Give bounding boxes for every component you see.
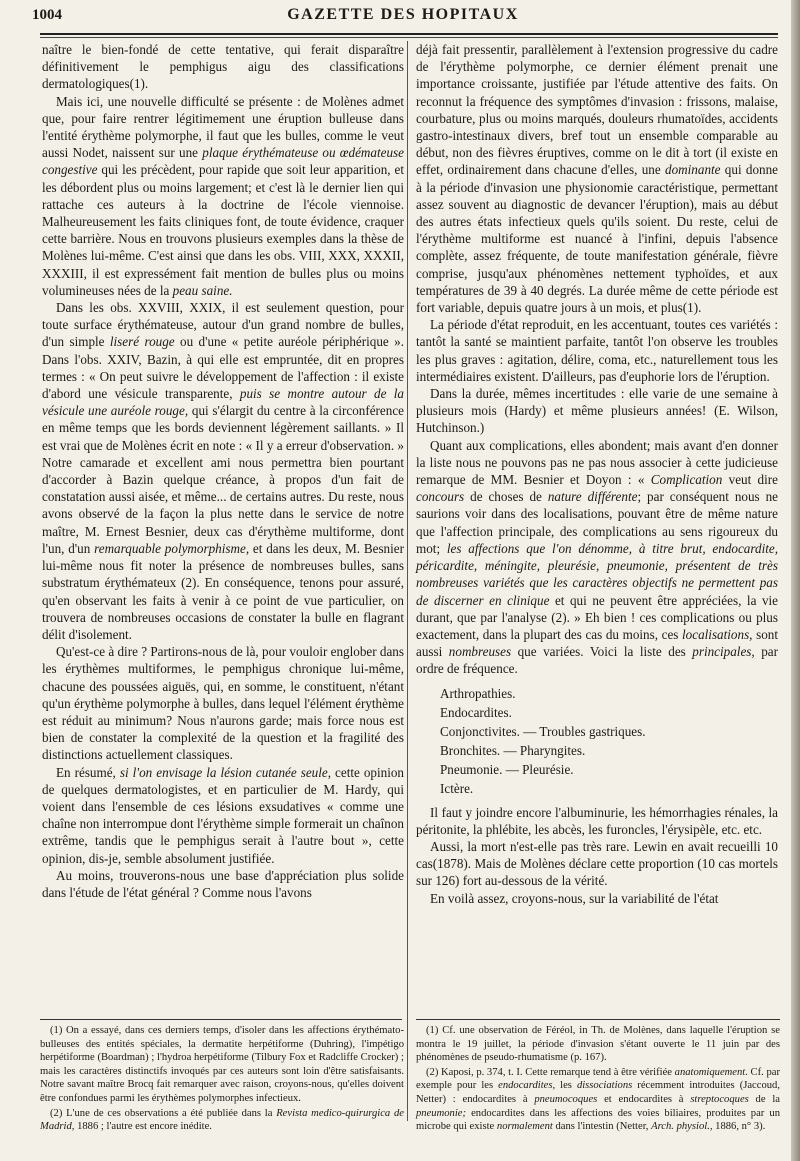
list-item: Conjonctivites. — Troubles gastriques. [440, 723, 646, 739]
right-column [416, 41, 778, 907]
footnote: (2) Kaposi, p. 374, t. I. Cette remarque tend à être vérifiée anatomiquement. Cf. par exemple pour les endocardites, les dissociations récemment introduites (Jaccoud, Netter) : endocardites à pneumocoques et endocardites à streptocoques de la pneumonie; endocardites dans les affections des voies biliaires, produites par un microbe qui existe normalement dans l'intestin (Netter, Arch. physiol., 1886, n° 3). [416, 1066, 780, 1133]
paragraph: Il faut y joindre encore l'albuminurie, les hémorrhagies rénales, la péritonite, la phlébite, les abcès, les furoncles, l'érysipèle, etc. etc. [416, 804, 778, 837]
footnote: (1) On a essayé, dans ces derniers temps, d'isoler dans les affections érythémato-bulleuses des entités spéciales, la dermatite herpétiforme (Duhring), l'impétigo herpétiforme (Boardman) ; l'hydroa herpétiforme (Tilbury Fox et Radcliffe Crocker) ; mais les caractères distinctifs invoqués par ces auteurs sont loin d'être satisfaisants. Notre savant maître Brocq fait remarquer avec raison, croyons-nous, qu'elles doivent être confondues parmi les érythèmes polymorphes infectieux. [40, 1025, 404, 1104]
footnote: (2) L'une de ces observations a été publiée dans la Revista medico-quirurgica de Madrid, 1886 ; l'autre est encore inédite. [40, 1107, 404, 1133]
header-rule [40, 33, 778, 35]
page-header [28, 5, 778, 29]
list-item: Endocardites. [440, 704, 512, 720]
paragraph: La période d'état reproduit, en les accentuant, toutes ces variétés : tantôt la santé se maintient parfaite, tantôt l'on observe les troubles les plus graves : agitation, délire, coma, etc., naturellement tous les intermédiaires existent. D'ailleurs, pas d'euphorie lors de l'éruption. [416, 317, 778, 384]
list-item: Bronchites. — Pharyngites. [440, 742, 586, 758]
right-footnotes [416, 1024, 780, 1135]
journal-title: GAZETTE DES HOPITAUX [287, 6, 519, 23]
header-rule-thin [40, 37, 778, 38]
paragraph: En résumé, si l'on envisage la lésion cutanée seule, cette opinion de quelques dermatologistes, et en particulier de M. Hardy, qui voient dans l'ensemble de ces lésions exsudatives « comme une chaîne non interrompue dont l'érythème simple formerait un chaînon extrême, tandis que le pemphigus serait à l'autre bout », cette opinion, dis-je, semble absolument justifiée. [42, 764, 404, 866]
paragraph: Dans la durée, mêmes incertitudes : elle varie de une semaine à plusieurs mois (Hardy) et même plusieurs années! (E. Wilson, Hutchinson.) [416, 386, 778, 436]
list-item: Pneumonie. — Pleurésie. [440, 761, 574, 777]
column-divider [407, 41, 408, 1121]
paragraph: Qu'est-ce à dire ? Partirons-nous de là, pour vouloir englober dans les érythèmes multiformes, le pemphigus chronique lui-même, chacune des poussées aiguës, qui, en somme, le constituent, n'étant qu'un érythème polymorphe à bulles, dans lequel l'élément érythème est réduit au minimum? Nous n'aurons garde; mais force nous est bien de constater la complexité de la question et la fragilité des distinctions actuellement classiques. [42, 644, 404, 763]
complications-list [440, 684, 778, 798]
footnote-rule [40, 1019, 402, 1020]
paragraph: Au moins, trouverons-nous une base d'appréciation plus solide dans l'étude de l'état général ? Comme nous l'avons [42, 867, 404, 900]
list-item: Ictère. [440, 780, 474, 796]
page-edge [791, 0, 800, 1161]
page-number: 1004 [32, 7, 62, 23]
list-item: Arthropathies. [440, 685, 516, 701]
paragraph: Dans les obs. XXVIII, XXIX, il est seulement question, pour toute surface érythémateuse, autour d'un grand nombre de bulles, d'un simple liseré rouge ou d'une « petite auréole périphérique ». Dans l'obs. XXIV, Bazin, à qui elle est empruntée, dit en propres termes : « On peut suivre le développement de l'affection : il existe d'abord une vésicule transparente, puis se montre autour de la vésicule une auréole rouge, qui s'élargit du centre à la circonférence en même temps que les bords deviennent légèrement saillants. » Il est vrai que de Molènes écrit en note : « Il y a erreur d'observation. » Notre camarade et excellent ami nous permettra bien pourtant d'accorder à Bazin quelque créance, à propos d'un fait de constatation aussi aisée, et même... de certains autres. Du reste, nous avons observé de la façon la plus nette dans le service de notre maître, M. Ernest Besnier, deux cas d'érythème multiforme, dont l'un, d'un remarquable polymorphisme, et dans les deux, M. Besnier lui-même nous fit noter la présence de nombreuses bulles, sans substratum érythémateux (2). En conséquence, tenons pour assuré, qu'en observant les faits à venir à ce point de vue particulier, on trouvera de nombreuses occasions de constater la bulle en flagrant délit d'isolement. [42, 300, 404, 642]
paragraph: Mais ici, une nouvelle difficulté se présente : de Molènes admet que, pour faire rentrer légitimement une éruption bulleuse dans l'entité érythème polymorphe, il faut que les bulles, comme le veut aussi Nodet, naissent sur une plaque érythémateuse ou œdémateuse congestive qui les précèdent, pour rapide que soit leur apparition, et les débordent plus ou moins largement; et c'est là le dernier lien qui rattache ces auteurs à la doctrine de l'école viennoise. Malheureusement les faits cliniques font, de toute évidence, craquer cette barrière. Nous en trouvons plusieurs exemples dans la thèse de Molènes lui-même. C'est ainsi que dans les obs. VIII, XXX, XXXII, XXXIII, il est expressément fait mention de bulles plus ou moins volumineuses nées de la peau saine. [42, 93, 404, 298]
footnote-rule [416, 1019, 780, 1020]
paragraph: En voilà assez, croyons-nous, sur la variabilité de l'état [430, 890, 719, 906]
left-footnotes [40, 1024, 404, 1135]
paragraph: Quant aux complications, elles abondent; mais avant d'en donner la liste nous ne pouvons pas ne pas nous associer à cette judicieuse remarque de MM. Besnier et Doyon : « Complication veut dire concours de choses de nature différente; par conséquent nous ne saurions voir dans des localisations, pouvant être de même nature que l'affection principale, des complications au sens rigoureux du mot; les affections que l'on dénomme, à titre brut, endocardite, péricardite, méningite, pleurésie, pneumonie, présentent de très nombreuses variétés que les caractères objectifs ne permettent pas de discerner en clinique et qui ne peuvent être appréciées, la vie durant, que par l'analyse (2). » Eh bien ! ces complications ou plus exactement, dans la plupart des cas du moins, ces localisations, sont aussi nombreuses que variées. Voici la liste des principales, par ordre de fréquence. [416, 437, 778, 677]
paragraph: Aussi, la mort n'est-elle pas très rare. Lewin en avait recueilli 10 cas(1878). Mais de Molènes déclare cette proportion (10 cas mortels sur 126) fort au-dessous de la vérité. [416, 838, 778, 889]
left-column [42, 41, 404, 901]
paragraph: naître le bien-fondé de cette tentative, qui ferait disparaître définitivement le pemphigus aigu des classifications dermatologiques(1). [42, 42, 404, 92]
paragraph: déjà fait pressentir, parallèlement à l'extension progressive du cadre de l'érythème polymorphe, ce dernier élément prenait une importance croissante, justifiée par l'étude attentive des faits. On reconnut la fréquence des symptômes d'invasion : frissons, malaise, courbature, plus ou moins marqués, douleurs rhumatoïdes, accidents gastro-intestinaux divers, bref tout un ensemble comparable au début, non des fièvres éruptives, comme on le dit à tort (il existe en effet, ordinairement dans chacune d'elles, une dominante qui donne à la période d'invasion une physionomie caractéristique, permettant assez souvent au diagnostic de devancer l'éruption), mais au début des autres états infectieux quels qu'ils soient. Du reste, celui de l'érythème multiforme est nuancé à l'infini, depuis l'absence complète, assez fréquente, de toute manifestation générale, fièvre comprise, jusqu'aux phénomènes nettement typhoïdes, et aux températures de 39 à 40 degrés. La durée même de cette période est fort variable, depuis quatre jours à un mois, et plus(1). [416, 42, 778, 316]
footnote: (1) Cf. une observation de Féréol, in Th. de Molènes, dans laquelle l'éruption se montra le 19 juillet, la période d'invasion s'étant ouverte le 11 juin par des phénomènes de pseudo-rhumatisme (p. 167). [416, 1025, 780, 1064]
